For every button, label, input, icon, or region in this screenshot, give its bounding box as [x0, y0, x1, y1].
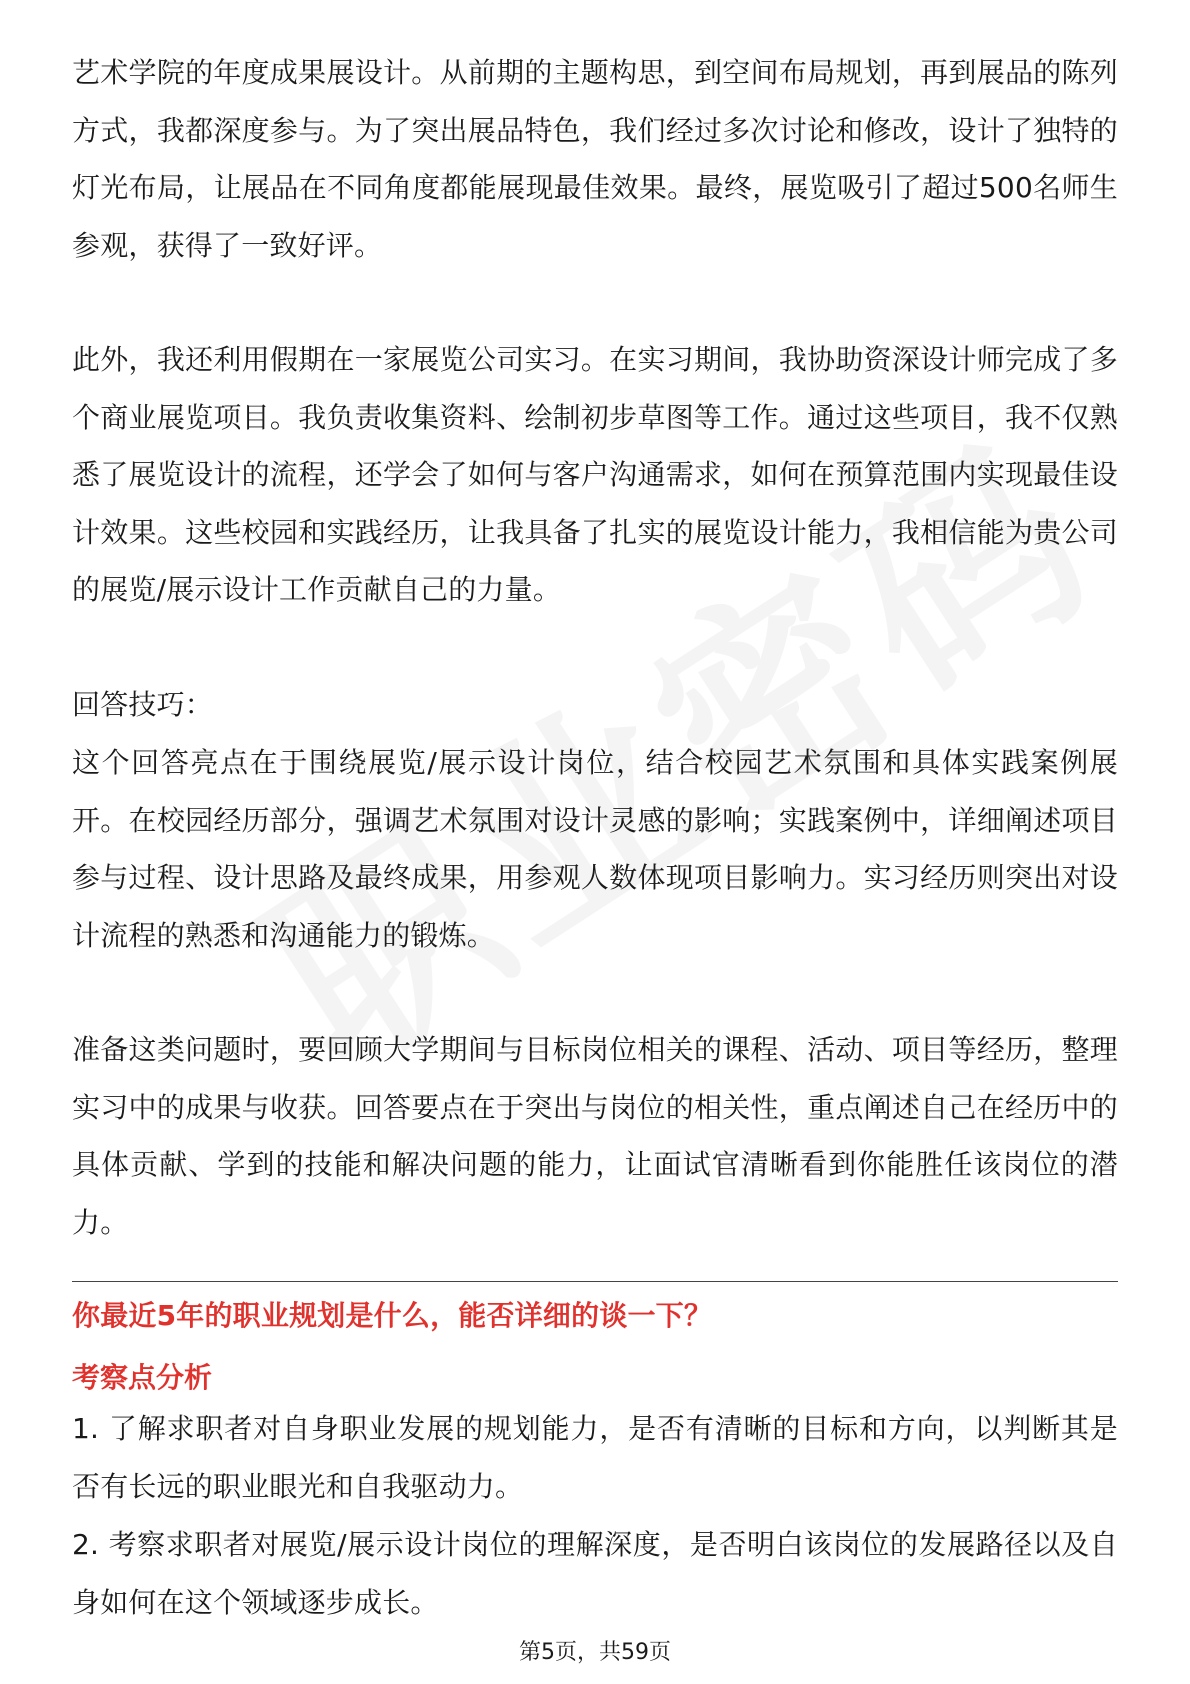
page-number: 第5页，共59页 — [519, 1640, 671, 1665]
tips-heading: 回答技巧： — [72, 688, 214, 721]
analysis-heading: 考察点分析 — [72, 1361, 213, 1394]
section-divider — [72, 1281, 1118, 1282]
analysis-item: 1. 了解求职者对自身职业发展的规划能力，是否有清晰的目标和方向，以判断其是否有长远的职业眼光和自我驱动力。 — [72, 1412, 1118, 1503]
analysis-item: 2. 考察求职者对展览/展示设计岗位的理解深度，是否明白该岗位的发展路径以及自身如何在这个领域逐步成长。 — [72, 1528, 1118, 1619]
document-page — [72, 0, 1118, 1684]
question-title: 你最近5年的职业规划是什么，能否详细的谈一下？ — [72, 1299, 713, 1332]
paragraph-preparation: 准备这类问题时，要回顾大学期间与目标岗位相关的课程、活动、项目等经历，整理实习中的成果与收获。回答要点在于突出与岗位的相关性，重点阐述自己在经历中的具体贡献、学到的技能和解决问题的能力，让面试官清晰看到你能胜任该岗位的潜力。 — [72, 1033, 1118, 1239]
paragraph-internship: 此外，我还利用假期在一家展览公司实习。在实习期间，我协助资深设计师完成了多个商业展览项目。我负责收集资料、绘制初步草图等工作。通过这些项目，我不仅熟悉了展览设计的流程，还学会了如何与客户沟通需求，如何在预算范围内实现最佳设计效果。这些校园和实践经历，让我具备了扎实的展览设计能力，我相信能为贵公司的展览/展示设计工作贡献自己的力量。 — [72, 343, 1118, 606]
paragraph-exhibition-design: 艺术学院的年度成果展设计。从前期的主题构思，到空间布局规划，再到展品的陈列方式，我都深度参与。为了突出展品特色，我们经过多次讨论和修改，设计了独特的灯光布局，让展品在不同角度都能展现最佳效果。最终，展览吸引了超过500名师生参观，获得了一致好评。 — [72, 56, 1118, 262]
paragraph-tips: 这个回答亮点在于围绕展览/展示设计岗位，结合校园艺术氛围和具体实践案例展开。在校园经历部分，强调艺术氛围对设计灵感的影响；实践案例中，详细阐述项目参与过程、设计思路及最终成果，用参观人数体现项目影响力。实习经历则突出对设计流程的熟悉和沟通能力的锻炼。 — [72, 746, 1118, 952]
